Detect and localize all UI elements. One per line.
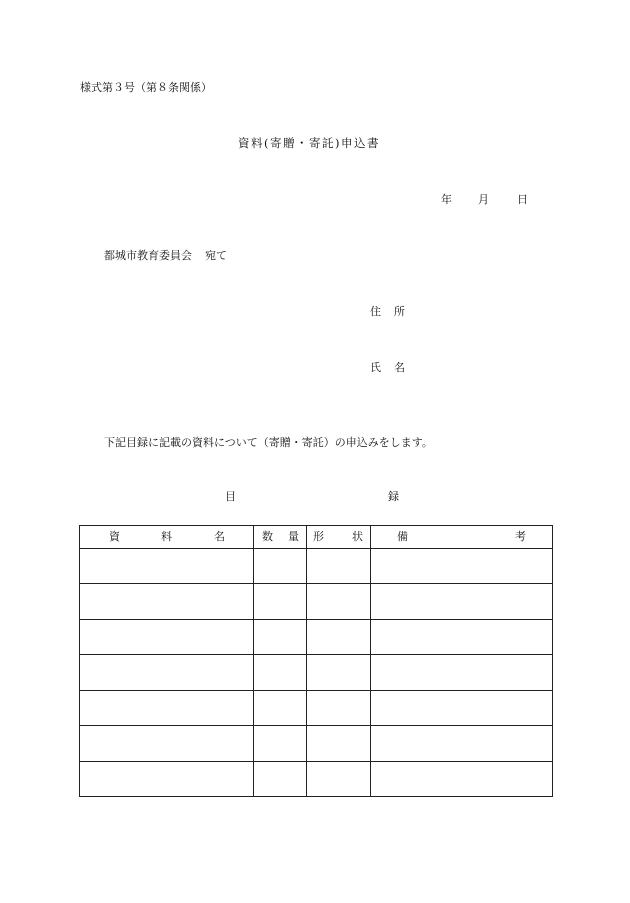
cell-shape[interactable] — [307, 761, 371, 796]
header-item-name-char-2: 料 — [161, 530, 172, 543]
cell-notes[interactable] — [371, 619, 553, 654]
cell-notes[interactable] — [371, 761, 553, 796]
cell-item-name[interactable] — [80, 584, 254, 619]
cell-item-name[interactable] — [80, 761, 254, 796]
applicant-name-label — [370, 362, 405, 373]
header-item-name-char-1: 資 — [109, 530, 120, 543]
cell-quantity[interactable] — [254, 619, 307, 654]
applicant-address-label — [370, 306, 405, 317]
cell-quantity[interactable] — [254, 584, 307, 619]
header-quantity — [254, 526, 307, 549]
table-row — [80, 726, 553, 761]
cell-quantity[interactable] — [254, 690, 307, 725]
header-item-name-char-3: 名 — [214, 530, 225, 543]
cell-shape[interactable] — [307, 690, 371, 725]
cell-notes[interactable] — [371, 726, 553, 761]
table-row — [80, 655, 553, 690]
application-statement: 下記目録に記載の資料について（寄贈・寄託）の申込みをします。 — [104, 436, 433, 449]
header-shape-char-1: 形 — [313, 530, 324, 543]
header-notes-char-1: 備 — [397, 530, 408, 543]
table-row — [80, 619, 553, 654]
cell-quantity[interactable] — [254, 726, 307, 761]
header-quantity-char-2: 量 — [288, 530, 299, 543]
header-shape-char-2: 状 — [352, 530, 363, 543]
cell-notes[interactable] — [371, 690, 553, 725]
form-number: 様式第３号（第８条関係） — [80, 81, 212, 94]
header-item-name — [80, 526, 254, 549]
cell-notes[interactable] — [371, 549, 553, 584]
header-shape — [307, 526, 371, 549]
cell-item-name[interactable] — [80, 726, 254, 761]
table-header-row — [80, 526, 553, 549]
address-label-char-2: 所 — [394, 305, 405, 318]
address-label-char-1: 住 — [370, 305, 381, 318]
items-table — [79, 525, 553, 797]
cell-notes[interactable] — [371, 584, 553, 619]
cell-quantity[interactable] — [254, 655, 307, 690]
name-label-char-2: 名 — [394, 361, 405, 374]
cell-shape[interactable] — [307, 726, 371, 761]
addressee-suffix: 宛て — [205, 249, 227, 262]
cell-item-name[interactable] — [80, 690, 254, 725]
document-title: 資料(寄贈・寄託)申込書 — [238, 136, 380, 150]
cell-shape[interactable] — [307, 584, 371, 619]
date-day-label: 日 — [517, 193, 528, 206]
cell-quantity[interactable] — [254, 549, 307, 584]
date-month-label: 月 — [478, 193, 489, 206]
table-row — [80, 761, 553, 796]
list-title-char-1: 目 — [225, 490, 236, 503]
name-label-char-1: 氏 — [370, 361, 381, 374]
addressee — [104, 250, 227, 261]
header-quantity-char-1: 数 — [262, 530, 273, 543]
header-notes — [371, 526, 553, 549]
cell-shape[interactable] — [307, 549, 371, 584]
header-notes-char-2: 考 — [515, 530, 526, 543]
cell-item-name[interactable] — [80, 619, 254, 654]
table-row — [80, 549, 553, 584]
cell-notes[interactable] — [371, 655, 553, 690]
date-year-label: 年 — [441, 193, 452, 206]
addressee-organization: 都城市教育委員会 — [104, 249, 192, 262]
cell-item-name[interactable] — [80, 655, 254, 690]
list-title-char-2: 録 — [388, 490, 399, 503]
cell-quantity[interactable] — [254, 761, 307, 796]
cell-item-name[interactable] — [80, 549, 254, 584]
date-line — [441, 194, 528, 205]
cell-shape[interactable] — [307, 655, 371, 690]
table-row — [80, 584, 553, 619]
cell-shape[interactable] — [307, 619, 371, 654]
table-row — [80, 690, 553, 725]
